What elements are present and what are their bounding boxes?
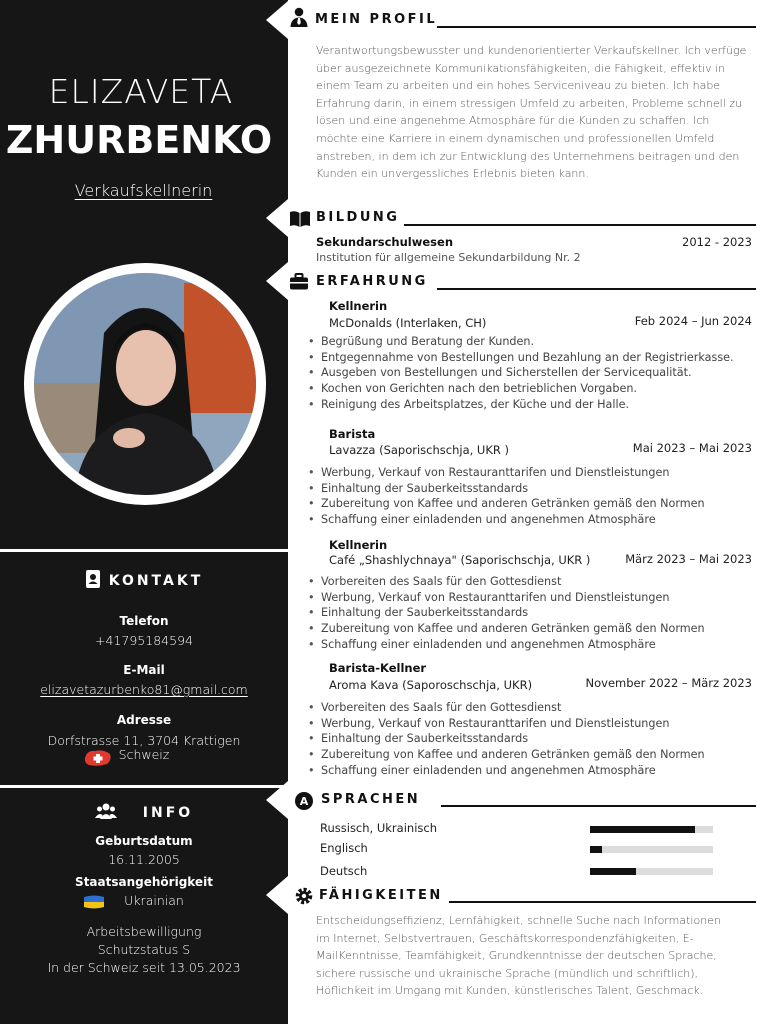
swiss-flag-icon [83,748,113,772]
list-item: • Zubereitung von Kaffee und anderen Getränken gemäß den Normen [308,747,763,763]
book-icon [289,210,309,228]
list-item: • Vorbereiten des Saals für den Gottesdienst [308,574,763,590]
contact-heading [0,570,288,592]
info-heading [0,802,288,824]
list-item: • Einhaltung der Sauberkeitsstandards [308,605,763,621]
svg-text:A: A [299,795,309,808]
job-employer: Lavazza (Saporischschja, UKR ) [329,443,510,457]
ukraine-flag-icon [83,894,105,913]
skills-heading: FÄHIGKEITEN [319,888,443,903]
first-name: ELIZAVETA [48,72,234,111]
job-tasks [308,700,763,779]
info-heading-label: INFO [142,805,194,821]
education-degree: Sekundarschulwesen [316,235,454,249]
job-tasks [308,465,763,528]
job-role: Kellnerin [329,538,388,552]
language-name: Deutsch [320,864,368,878]
permit-status: Schutzstatus S [97,942,191,957]
residence-since: In der Schweiz seit 13.05.2023 [47,960,241,975]
job-dates: Feb 2024 – Jun 2024 [634,314,752,328]
education-institution: Institution für allgemeine Sekundarbildung Nr. 2 [316,251,581,264]
list-item: • Ausgeben von Bestellungen und Sicherstellen der Servicequalität. [308,365,763,381]
users-icon [95,802,117,824]
list-item: • Werbung, Verkauf von Restauranttarifen und Dienstleistungen [308,590,763,606]
list-item: • Zubereitung von Kaffee und anderen Getränken gemäß den Normen [308,496,763,512]
job-tasks [308,574,763,653]
address-line2: Schweiz [118,747,170,762]
nationality-label: Staatsangehörigkeit [75,875,213,889]
address-label: Adresse [116,713,172,727]
job-dates: März 2023 – Mai 2023 [625,552,752,566]
list-item: • Vorbereiten des Saals für den Gottesdienst [308,700,763,716]
section-rule [404,224,756,226]
language-level-fill [590,846,602,853]
language-name: Russisch, Ukrainisch [320,821,437,835]
section-rule [449,901,756,903]
language-level-bar [590,868,713,875]
last-name: ZHURBENKO [5,118,273,162]
language-level-bar [590,846,713,853]
list-item: • Begrüßung und Beratung der Kunden. [308,334,763,350]
job-dates: Mai 2023 – Mai 2023 [632,441,752,455]
skills-text: Entscheidungseffizienz, Lernfähigkeit, schnelle Suche nach Informationen im Internet, Selbstvertrauen, Geschäftskorrespondenzfähigkeiten, E-MailKenntnisse, Teamfähigkeit, Grundkenntnisse der deutschen Sprache, sichere russische und ukrainische Sprache (mündlich und schriftlich), Höflichkeit im Umgang mit Kunden, künstlerisches Talent, Geschmack. [316,914,721,998]
job-employer: McDonalds (Interlaken, CH) [329,316,487,330]
list-item: • Schaffung einer einladenden und angenehmen Atmosphäre [308,637,763,653]
profile-heading: MEIN PROFIL [315,12,438,27]
list-item: • Kochen von Gerichten nach den betrieblichen Vorgaben. [308,381,763,397]
email-link[interactable]: elizavetazurbenko81@gmail.com [40,682,248,697]
nationality-value: Ukrainian [124,893,184,908]
section-rule [441,805,756,807]
education-heading: BILDUNG [316,210,400,225]
section-rule [437,288,756,290]
language-name: Englisch [320,841,368,855]
list-item: • Entgegennahme von Bestellungen und Bezahlung an der Registrierkasse. [308,350,763,366]
address-book-icon [85,570,101,592]
job-role: Barista [329,427,376,441]
language-level-fill [590,868,636,875]
section-rule [437,26,756,28]
job-employer: Café „Shashlychnaya" (Saporischschja, UKR ) [329,553,591,567]
permit-label: Arbeitsbewilligung [86,924,202,939]
job-role: Kellnerin [329,299,388,313]
job-employer: Aroma Kava (Saporoschschja, UKR) [329,678,533,692]
divider [0,785,288,788]
list-item: • Reinigung des Arbeitsplatzes, der Küche und der Halle. [308,397,763,413]
job-tasks [308,334,763,413]
list-item: • Schaffung einer einladenden und angenehmen Atmosphäre [308,763,763,779]
phone-value[interactable]: +41795184594 [95,633,193,648]
language-level-fill [590,826,695,833]
job-role: Barista-Kellner [329,661,427,675]
list-item: • Werbung, Verkauf von Restauranttarifen und Dienstleistungen [308,716,763,732]
divider [0,549,288,552]
contact-heading-label: KONTAKT [108,573,204,589]
birth-value: 16.11.2005 [108,852,180,867]
job-dates: November 2022 – März 2023 [585,676,752,690]
list-item: • Einhaltung der Sauberkeitsstandards [308,481,763,497]
list-item: • Einhaltung der Sauberkeitsstandards [308,731,763,747]
list-item: • Werbung, Verkauf von Restauranttarifen und Dienstleistungen [308,465,763,481]
job-title: Verkaufskellnerin [74,181,213,200]
email-label: E-Mail [123,663,165,677]
phone-label: Telefon [119,614,169,628]
language-level-bar [590,826,713,833]
languages-heading: SPRACHEN [321,792,421,807]
briefcase-icon [289,273,309,291]
sidebar [0,0,288,1024]
birth-label: Geburtsdatum [95,834,193,848]
profile-photo [34,273,256,495]
address-line1: Dorfstrasse 11, 3704 Krattigen [47,733,241,748]
experience-heading: ERFAHRUNG [316,274,428,289]
user-tie-icon [289,7,309,25]
education-years: 2012 - 2023 [682,235,752,249]
list-item: • Schaffung einer einladenden und angenehmen Atmosphäre [308,512,763,528]
gear-icon [294,886,314,904]
list-item: • Zubereitung von Kaffee und anderen Getränken gemäß den Normen [308,621,763,637]
language-icon [294,791,314,809]
profile-text: Verantwortungsbewusster und kundenorientierter Verkaufskellner. Ich verfüge über ausgezeichnete Kommunikationsfähigkeiten, die Fähigkeit, effektiv in einem Team zu arbeiten und ein hohes Serviceniveau zu bieten. Ich habe Erfahrung darin, in einem stressigen Umfeld zu arbeiten, Probleme schnell zu lösen und eine angenehme Atmosphäre für die Kunden zu schaffen. Ich möchte eine Karriere in einem dynamischen und professionellen Umfeld anstreben, in dem ich zur Entwicklung des Unternehmens beitragen und den Kunden ein unvergessliches Erlebnis bieten kann. [316,44,747,181]
